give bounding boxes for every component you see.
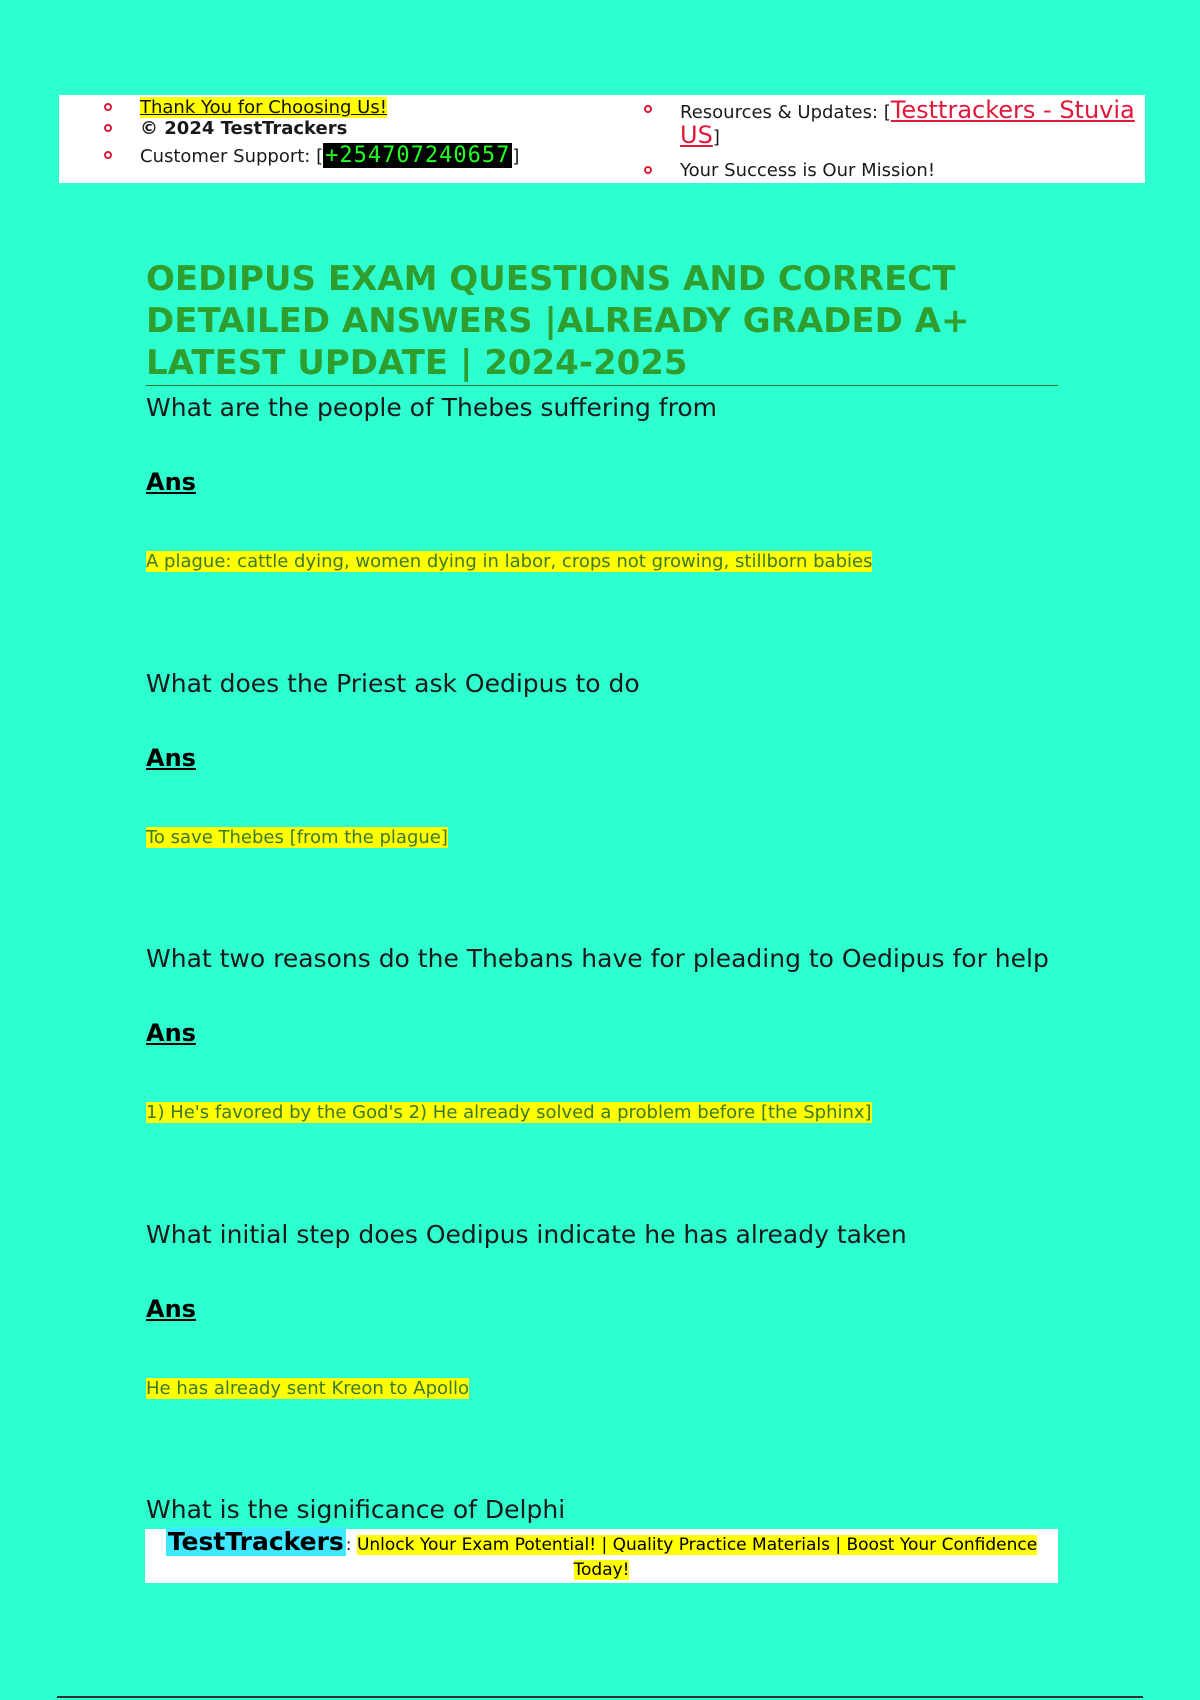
question-text: What initial step does Oedipus indicate he has already taken: [146, 1220, 907, 1249]
question-text: What are the people of Thebes suffering from: [146, 393, 717, 422]
support-label: Customer Support: [: [140, 146, 324, 167]
footer-banner: [145, 1529, 1058, 1583]
question-text: What does the Priest ask Oedipus to do: [146, 669, 640, 698]
mission-text: Your Success is Our Mission!: [680, 160, 936, 181]
question-text: What two reasons do the Thebans have for pleading to Oedipus for help: [146, 944, 1049, 973]
copyright-text: © 2024 TestTrackers: [140, 118, 348, 139]
answer-text: He has already sent Kreon to Apollo: [146, 1378, 470, 1399]
bullet-icon: [104, 103, 112, 111]
footer-tagline: Unlock Your Exam Potential! | Quality Practice Materials | Boost Your Confidence Today!: [356, 1535, 1038, 1580]
qa-block: [146, 393, 1106, 572]
qa-block: [146, 1495, 1106, 1524]
answer-text: A plague: cattle dying, women dying in labor, crops not growing, stillborn babies: [146, 551, 873, 572]
header-item-support: [104, 145, 519, 168]
ans-label: Ans: [146, 468, 196, 496]
bullet-icon: [644, 166, 652, 174]
question-text: What is the significance of Delphi: [146, 1495, 566, 1524]
footer-line: [145, 1529, 1058, 1583]
support-phone[interactable]: +254707240657: [325, 143, 511, 168]
document-title: OEDIPUS EXAM QUESTIONS AND CORRECT DETAILED ANSWERS |ALREADY GRADED A+ LATEST UPDATE | 2024-2025: [146, 259, 970, 383]
answer-text: 1) He's favored by the God's 2) He already solved a problem before [the Sphinx]: [146, 1102, 872, 1123]
brand-name: TestTrackers: [167, 1527, 344, 1556]
qa-block: [146, 1220, 1106, 1399]
qa-block: [146, 669, 1106, 848]
header-banner: [59, 95, 1145, 183]
bullet-icon: [104, 124, 112, 132]
answer-text: To save Thebes [from the plague]: [146, 827, 448, 848]
ans-label: Ans: [146, 1019, 196, 1047]
thanks-text[interactable]: Thank You for Choosing Us!: [140, 97, 387, 118]
ans-label: Ans: [146, 1295, 196, 1323]
qa-block: [146, 944, 1106, 1123]
header-item-mission: [644, 160, 935, 182]
resources-label: Resources & Updates: [: [680, 102, 891, 123]
resources-close: ]: [712, 127, 720, 148]
title-divider: [146, 385, 1058, 386]
page-bottom-rule: [57, 1696, 1143, 1698]
brand-colon: :: [345, 1535, 352, 1555]
header-item-resources: [644, 96, 1150, 149]
header-item-copyright: [104, 118, 347, 140]
support-close: ]: [512, 146, 520, 167]
bullet-icon: [104, 151, 112, 159]
header-item-thanks: [104, 97, 387, 119]
ans-label: Ans: [146, 744, 196, 772]
resources-link[interactable]: Testtrackers - Stuvia US: [680, 96, 1135, 149]
bullet-icon: [644, 105, 652, 113]
